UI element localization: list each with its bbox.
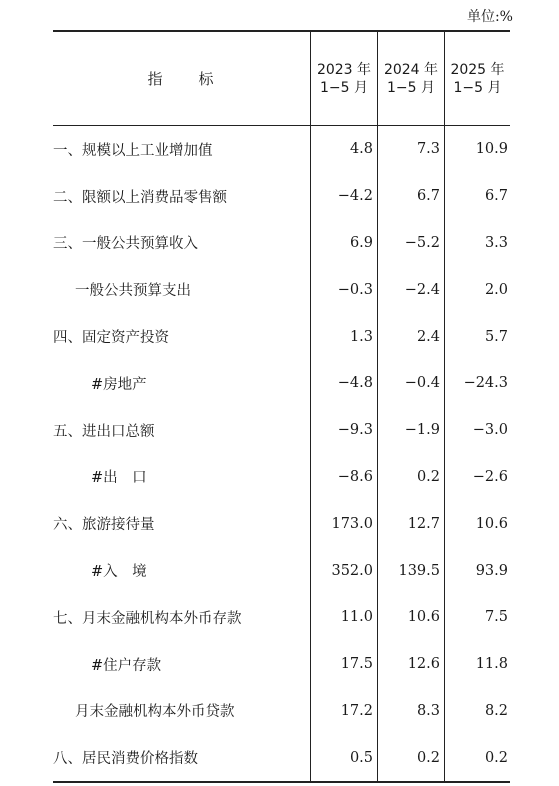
row-value: −3.0	[472, 422, 508, 439]
indicator-header	[53, 32, 310, 125]
row-label: #住户存款	[91, 657, 162, 674]
row-value: 11.8	[475, 656, 508, 673]
row-value: −4.2	[337, 188, 373, 205]
indicator-header-char: 标	[198, 70, 216, 88]
row-value: −2.4	[404, 281, 440, 298]
row-value: 2.0	[484, 281, 508, 298]
year-header-year: 2024 年	[383, 61, 439, 78]
row-value: 17.2	[340, 702, 373, 719]
table-row	[53, 547, 510, 594]
table-header	[53, 32, 510, 126]
year-header	[310, 32, 377, 125]
table-row	[53, 641, 510, 688]
row-value: 139.5	[398, 562, 440, 579]
row-value: 12.7	[407, 515, 440, 532]
row-value: 11.0	[340, 609, 373, 626]
table-body	[53, 126, 510, 781]
row-value: −5.2	[404, 234, 440, 251]
row-value: −2.6	[472, 468, 508, 485]
row-label: #出 口	[91, 470, 147, 487]
row-label: 一、规模以上工业增加值	[53, 142, 213, 159]
row-value: −0.4	[404, 375, 440, 392]
year-header-year: 2023 年	[316, 61, 372, 78]
row-value: 352.0	[331, 562, 373, 579]
row-value: 6.9	[349, 234, 373, 251]
row-value: 0.2	[416, 749, 440, 766]
row-label: 一般公共预算支出	[75, 283, 191, 300]
row-value: −24.3	[463, 375, 508, 392]
row-label: 五、进出口总额	[53, 423, 155, 440]
row-value: 5.7	[484, 328, 508, 345]
year-header-year: 2025 年	[450, 61, 505, 78]
row-label: #入 境	[91, 564, 147, 581]
row-label: 四、固定资产投资	[53, 330, 169, 347]
table-row	[53, 173, 510, 220]
row-label: 三、一般公共预算收入	[53, 236, 198, 253]
row-label: 六、旅游接待量	[53, 517, 155, 534]
row-value: 3.3	[484, 234, 508, 251]
row-value: 4.8	[349, 141, 373, 158]
row-value: −4.8	[337, 375, 373, 392]
row-label: 二、限额以上消费品零售额	[53, 189, 227, 206]
row-value: −8.6	[337, 468, 373, 485]
row-value: 7.3	[416, 141, 440, 158]
row-label: 七、月末金融机构本外币存款	[53, 610, 242, 627]
row-value: 173.0	[331, 515, 373, 532]
year-header	[444, 32, 510, 125]
table-row	[53, 313, 510, 360]
row-value: 8.3	[416, 702, 440, 719]
table-row	[53, 734, 510, 781]
row-value: 17.5	[340, 656, 373, 673]
table-row	[53, 126, 510, 173]
row-value: 2.4	[416, 328, 440, 345]
indicator-header-char: 指	[147, 70, 165, 88]
row-value: −1.9	[404, 422, 440, 439]
table-row	[53, 500, 510, 547]
row-value: 0.2	[484, 749, 508, 766]
column-divider	[444, 126, 445, 781]
year-header-period: 1−5 月	[387, 79, 435, 96]
column-divider	[310, 126, 311, 781]
table-row	[53, 688, 510, 735]
row-value: 10.6	[475, 515, 508, 532]
column-divider	[377, 126, 378, 781]
year-header	[377, 32, 444, 125]
row-value: 6.7	[416, 188, 440, 205]
row-label: 八、居民消费价格指数	[53, 751, 198, 768]
row-value: 0.2	[416, 468, 440, 485]
table-row	[53, 220, 510, 267]
row-value: 10.6	[407, 609, 440, 626]
year-header-period: 1−5 月	[453, 79, 502, 96]
row-value: −0.3	[337, 281, 373, 298]
row-value: 10.9	[475, 141, 508, 158]
table-row	[53, 360, 510, 407]
table-row	[53, 454, 510, 501]
row-value: 1.3	[349, 328, 373, 345]
row-label: 月末金融机构本外币贷款	[75, 704, 235, 721]
table-row	[53, 407, 510, 454]
row-value: 8.2	[484, 702, 508, 719]
statistics-table	[53, 30, 510, 783]
table-row	[53, 266, 510, 313]
row-value: 7.5	[484, 609, 508, 626]
row-value: 12.6	[407, 656, 440, 673]
row-value: −9.3	[337, 422, 373, 439]
row-label: #房地产	[91, 376, 147, 393]
table-row	[53, 594, 510, 641]
year-header-period: 1−5 月	[320, 79, 368, 96]
row-value: 0.5	[349, 749, 373, 766]
row-value: 93.9	[475, 562, 508, 579]
unit-label: 单位:%	[466, 9, 513, 25]
row-value: 6.7	[484, 188, 508, 205]
